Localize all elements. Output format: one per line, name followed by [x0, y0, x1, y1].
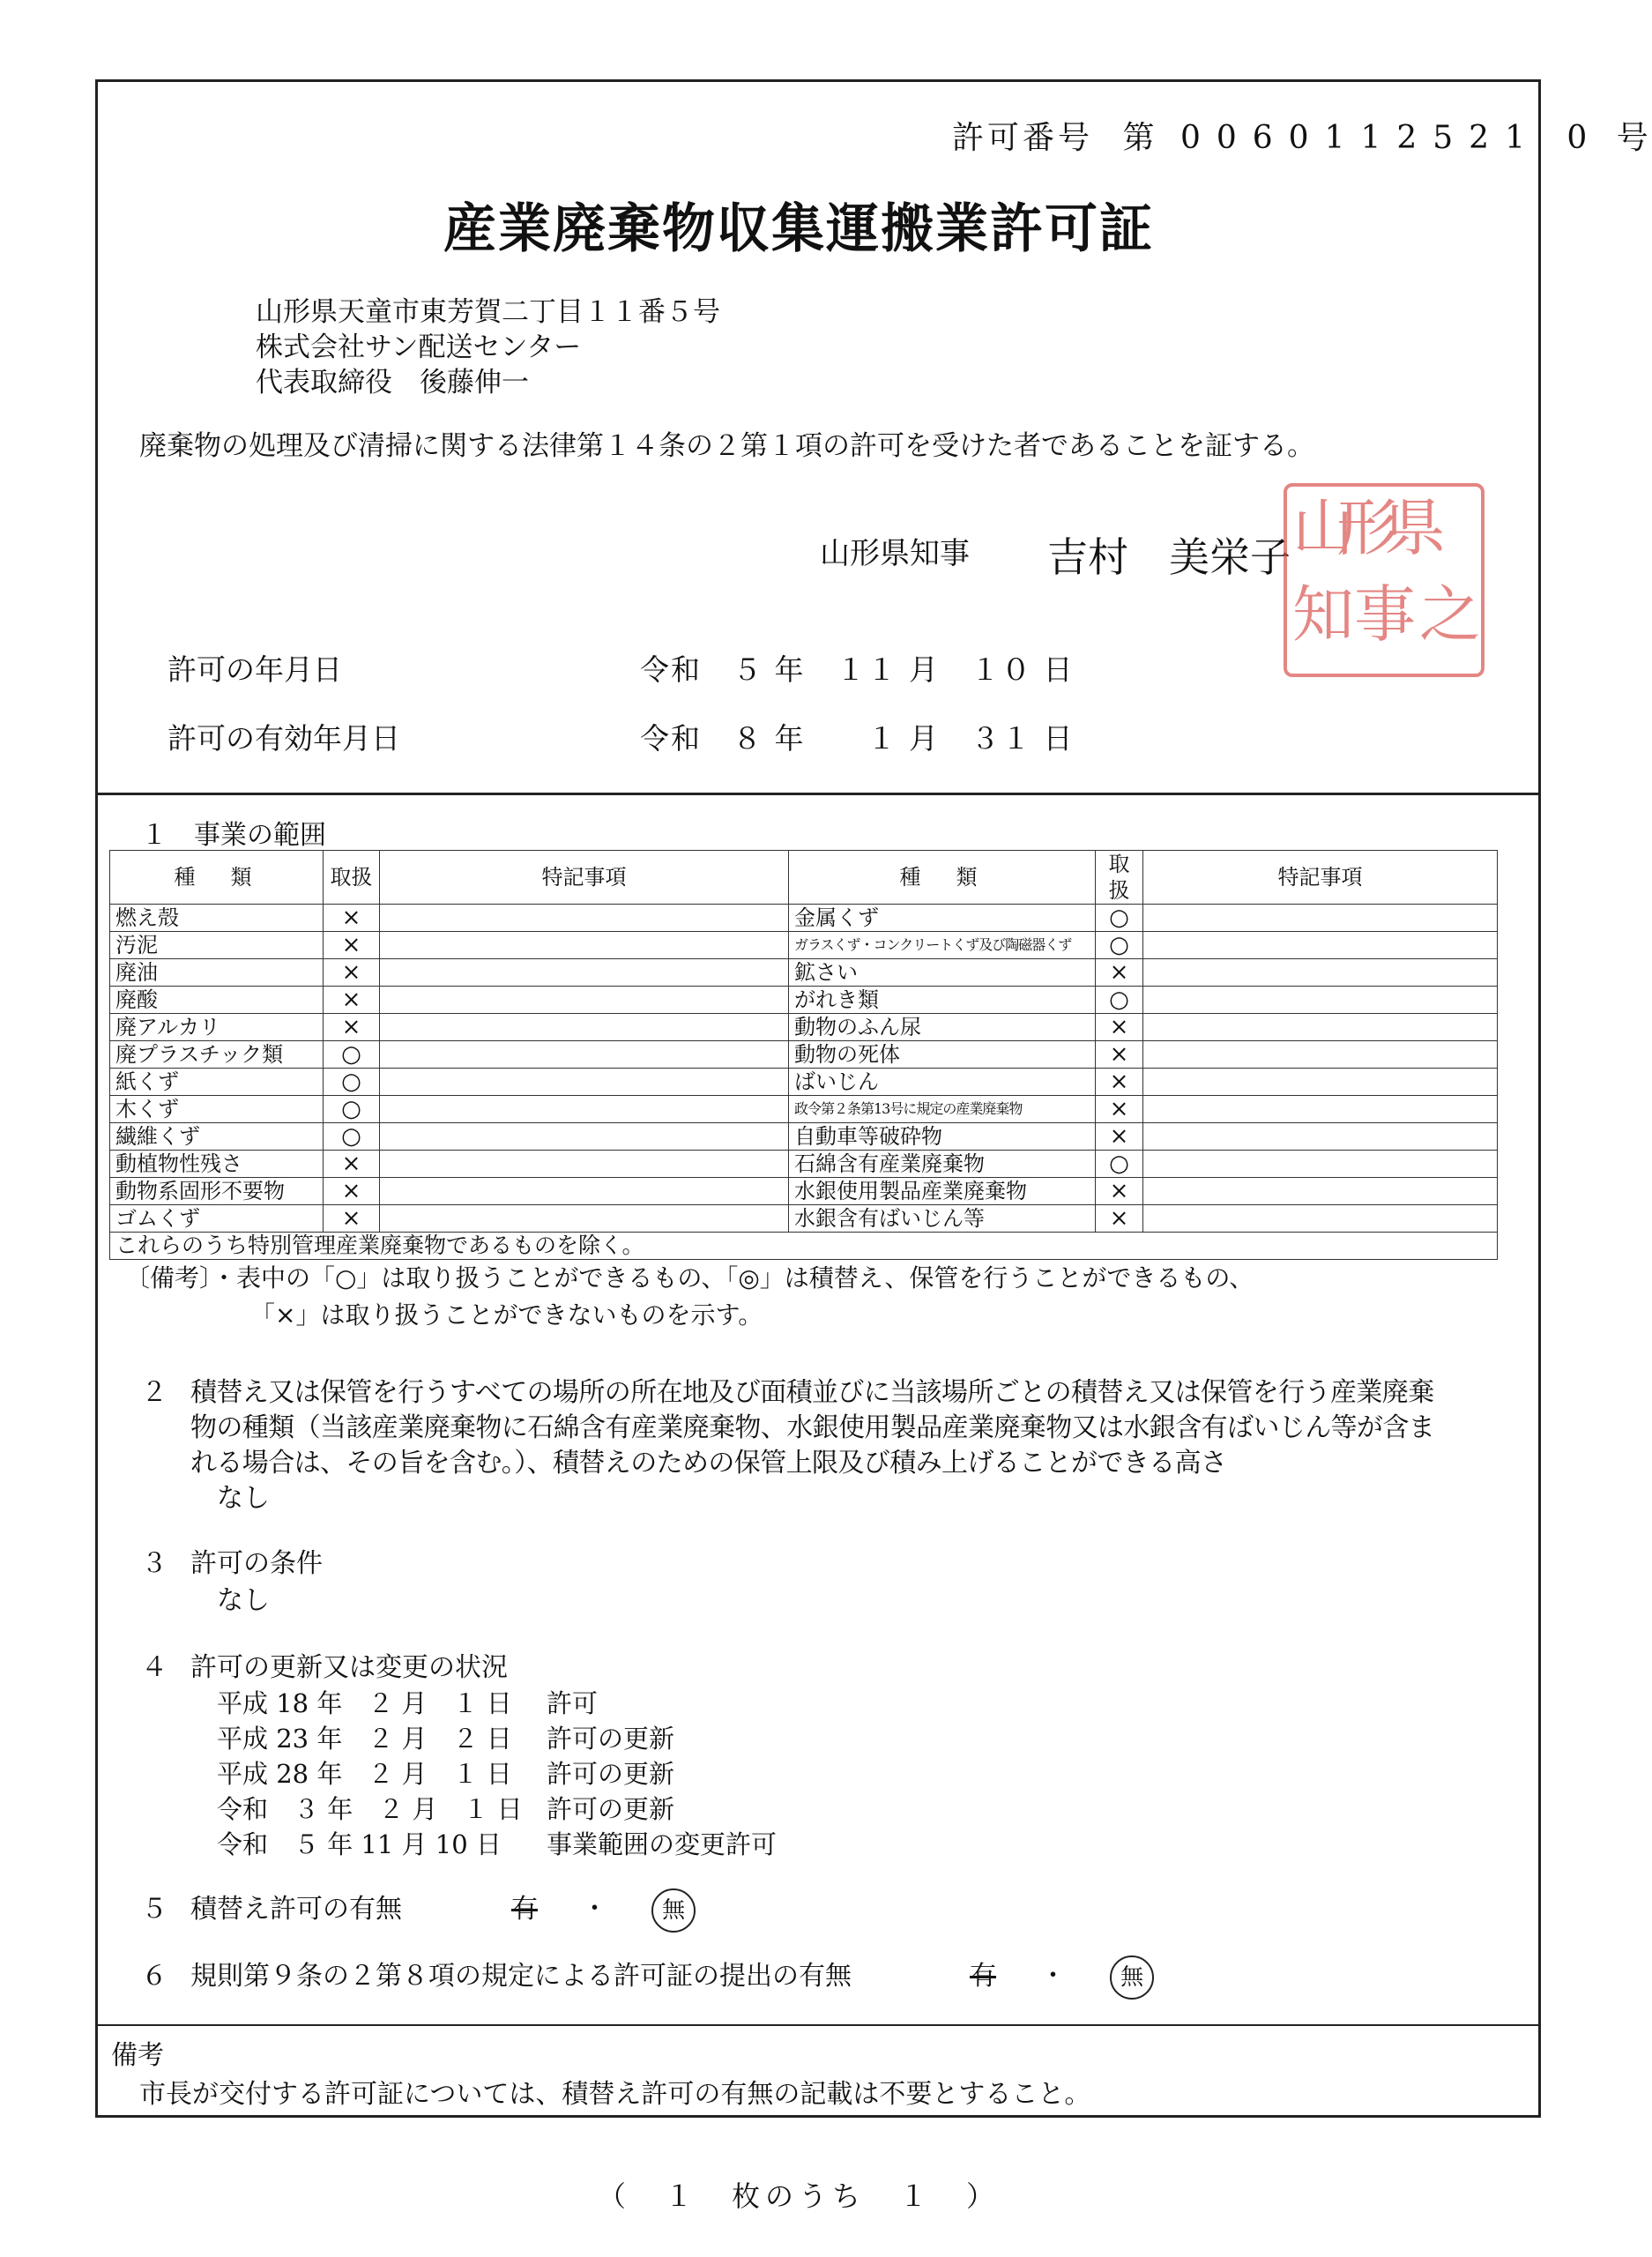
special-notes: [380, 1069, 789, 1096]
special-notes: [1143, 1151, 1498, 1178]
notes-text: 市長が交付する許可証については、積替え許可の有無の記載は不要とすること。: [139, 2079, 1091, 2110]
handling-mark: ○: [1096, 932, 1143, 959]
special-notes: [380, 1151, 789, 1178]
notes-heading: 備考: [111, 2040, 164, 2071]
handling-mark: ○: [1096, 905, 1143, 932]
waste-type: 燃え殻: [110, 905, 324, 932]
col-header-type: 種 類: [110, 851, 324, 905]
section6-dot: ・: [1039, 1961, 1067, 1992]
waste-type: ガラスくず・コンクリートくず及び陶磁器くず: [789, 932, 1096, 959]
seal-char: 之: [1419, 578, 1481, 651]
section5-no: 無: [651, 1888, 696, 1933]
waste-type: 木くず: [110, 1096, 324, 1123]
section5-number: ５: [141, 1894, 167, 1925]
special-notes: [1143, 1123, 1498, 1151]
permit-number: [952, 113, 1652, 158]
scope-row: [110, 1069, 1498, 1096]
issuer-title: 山形県知事: [820, 536, 970, 571]
official-seal: [1284, 483, 1485, 677]
waste-type: 金属くず: [789, 905, 1096, 932]
section6-number: ６: [141, 1961, 167, 1992]
section3-value: なし: [217, 1585, 270, 1616]
special-notes: [380, 959, 789, 987]
scope-row: [110, 1041, 1498, 1069]
special-notes: [1143, 1205, 1498, 1233]
valid-date-label: 許可の有効年月日: [167, 721, 400, 756]
history-date: 平成 23 年 ２ 月 ２ 日: [217, 1724, 512, 1754]
col-header-notes: 特記事項: [1143, 851, 1498, 905]
col-header-notes: 特記事項: [380, 851, 789, 905]
permit-number-suffix: 号: [1616, 120, 1652, 156]
scope-row: [110, 1205, 1498, 1233]
section1-heading: １ 事業の範囲: [141, 820, 326, 851]
waste-type: 汚泥: [110, 932, 324, 959]
special-notes: [380, 905, 789, 932]
section6-title: 規則第９条の２第８項の規定による許可証の提出の有無: [190, 1961, 852, 1992]
special-notes: [380, 932, 789, 959]
section5-title: 積替え許可の有無: [190, 1894, 402, 1925]
section6-no: 無: [1110, 1955, 1154, 2000]
permit-number-value: 0060112521 0: [1179, 120, 1604, 156]
special-notes: [1143, 959, 1498, 987]
special-notes: [1143, 905, 1498, 932]
history-date: 令和 ５ 年 11 月 10 日: [217, 1829, 502, 1859]
handling-mark: ×: [1096, 959, 1143, 987]
waste-type: 動物のふん尿: [789, 1014, 1096, 1041]
permit-date-value: 令和 ５ 年 １１ 月 １０ 日: [640, 652, 1075, 687]
special-notes: [380, 1123, 789, 1151]
scope-row: [110, 1123, 1498, 1151]
notes-divider: [95, 2024, 1541, 2026]
waste-type: 鉱さい: [789, 959, 1096, 987]
col-header-handling: 取扱: [324, 851, 380, 905]
special-notes: [380, 1205, 789, 1233]
handling-mark: ○: [324, 1096, 380, 1123]
scope-row: [110, 959, 1498, 987]
remarks-line-2: 「×」は取り扱うことができないものを示す。: [250, 1300, 763, 1330]
handling-mark: ×: [324, 1205, 380, 1233]
holder-representative: 代表取締役 後藤伸一: [256, 367, 529, 399]
history-event: 許可の更新: [547, 1724, 675, 1754]
waste-type: 紙くず: [110, 1069, 324, 1096]
waste-type: 水銀含有ばいじん等: [789, 1205, 1096, 1233]
special-notes: [1143, 1014, 1498, 1041]
waste-type: がれき類: [789, 987, 1096, 1014]
waste-type: 廃プラスチック類: [110, 1041, 324, 1069]
waste-type: 自動車等破砕物: [789, 1123, 1096, 1151]
section5-yes: 有: [511, 1894, 538, 1925]
section2-line-2: 物の種類（当該産業廃棄物に石綿含有産業廃棄物、水銀使用製品産業廃棄物又は水銀含有ばいじん等が含ま: [190, 1412, 1435, 1443]
handling-mark: ×: [324, 905, 380, 932]
exclusion-text: これらのうち特別管理産業廃棄物であるものを除く。: [110, 1233, 1498, 1260]
seal-char: 形: [1336, 492, 1398, 564]
special-notes: [1143, 987, 1498, 1014]
permit-date-label: 許可の年月日: [167, 652, 342, 687]
permit-number-label: 許可番号: [952, 120, 1094, 156]
issuer-name: 吉村 美栄子: [1047, 533, 1291, 581]
section6-yes: 有: [970, 1961, 996, 1992]
waste-type: 動植物性残さ: [110, 1151, 324, 1178]
handling-mark: ×: [1096, 1178, 1143, 1205]
scope-row: [110, 1096, 1498, 1123]
waste-type: 廃アルカリ: [110, 1014, 324, 1041]
seal-char: 県: [1384, 492, 1446, 564]
handling-mark: ○: [1096, 987, 1143, 1014]
section2-value: なし: [217, 1483, 270, 1514]
special-notes: [1143, 1178, 1498, 1205]
section5-options: [511, 1887, 696, 1933]
section4-number: ４: [141, 1652, 167, 1683]
special-notes: [1143, 1096, 1498, 1123]
handling-mark: ×: [1096, 1123, 1143, 1151]
holder-company: 株式会社サン配送センター: [256, 331, 582, 363]
exclusion-row: [110, 1233, 1498, 1260]
handling-mark: ×: [324, 959, 380, 987]
handling-mark: ×: [1096, 1041, 1143, 1069]
section3-title: 許可の条件: [190, 1548, 323, 1579]
waste-type: 水銀使用製品産業廃棄物: [789, 1178, 1096, 1205]
scope-row: [110, 905, 1498, 932]
scope-table: [109, 850, 1498, 1260]
special-notes: [380, 1178, 789, 1205]
holder-address: 山形県天童市東芳賀二丁目１１番５号: [256, 296, 720, 328]
handling-mark: ×: [324, 987, 380, 1014]
special-notes: [1143, 1069, 1498, 1096]
scope-row: [110, 1178, 1498, 1205]
handling-mark: ○: [1096, 1151, 1143, 1178]
handling-mark: ○: [324, 1041, 380, 1069]
document-title: 産業廃棄物収集運搬業許可証: [443, 198, 1154, 260]
waste-type: 廃酸: [110, 987, 324, 1014]
history-event: 許可: [547, 1688, 599, 1718]
waste-type: 動物の死体: [789, 1041, 1096, 1069]
special-notes: [380, 987, 789, 1014]
col-header-type: 種 類: [789, 851, 1096, 905]
handling-mark: ○: [324, 1123, 380, 1151]
waste-type: ばいじん: [789, 1069, 1096, 1096]
handling-mark: ×: [1096, 1096, 1143, 1123]
remarks-line-1: 〔備考〕・表中の「○」は取り扱うことができるもの、「◎」は積替え、保管を行うことができるもの、: [125, 1263, 1254, 1292]
section5-dot: ・: [581, 1894, 608, 1925]
page-count: （ １ 枚のうち １ ）: [597, 2179, 1000, 2213]
special-notes: [1143, 1041, 1498, 1069]
seal-char: 知: [1292, 578, 1354, 651]
handling-mark: ×: [324, 932, 380, 959]
history-event: 事業範囲の変更許可: [547, 1829, 778, 1859]
special-notes: [380, 1041, 789, 1069]
history-date: 令和 ３ 年 ２ 月 １ 日: [217, 1794, 523, 1824]
waste-type: 石綿含有産業廃棄物: [789, 1151, 1096, 1178]
seal-char: 事: [1354, 578, 1416, 651]
handling-mark: ×: [324, 1014, 380, 1041]
handling-mark: ×: [324, 1178, 380, 1205]
scope-row: [110, 1151, 1498, 1178]
handling-mark: ○: [324, 1069, 380, 1096]
history-date: 平成 18 年 ２ 月 １ 日: [217, 1688, 512, 1718]
scope-row: [110, 932, 1498, 959]
waste-type: 政令第２条第13号に規定の産業廃棄物: [789, 1096, 1096, 1123]
valid-date-value: 令和 ８ 年 １ 月 ３１ 日: [640, 721, 1075, 756]
section2-number: ２: [141, 1377, 167, 1408]
waste-type: 繊維くず: [110, 1123, 324, 1151]
section4-title: 許可の更新又は変更の状況: [190, 1652, 508, 1683]
history-event: 許可の更新: [547, 1759, 675, 1789]
scope-row: [110, 1014, 1498, 1041]
seal-char: 山: [1292, 492, 1354, 564]
history-event: 許可の更新: [547, 1794, 675, 1824]
section2-line-1: 積替え又は保管を行うすべての場所の所在地及び面積並びに当該場所ごとの積替え又は保管を行う産業廃棄: [190, 1377, 1434, 1408]
scope-row: [110, 987, 1498, 1014]
certification-text: 廃棄物の処理及び清掃に関する法律第１４条の２第１項の許可を受けた者であることを証する。: [139, 430, 1314, 462]
special-notes: [380, 1096, 789, 1123]
waste-type: 廃油: [110, 959, 324, 987]
history-date: 平成 28 年 ２ 月 １ 日: [217, 1759, 512, 1789]
handling-mark: ×: [324, 1151, 380, 1178]
col-header-handling: 取扱: [1096, 851, 1143, 905]
waste-type: ゴムくず: [110, 1205, 324, 1233]
special-notes: [380, 1014, 789, 1041]
waste-type: 動物系固形不要物: [110, 1178, 324, 1205]
scope-table-header: [110, 851, 1498, 905]
handling-mark: ×: [1096, 1205, 1143, 1233]
handling-mark: ×: [1096, 1014, 1143, 1041]
handling-mark: ×: [1096, 1069, 1143, 1096]
section3-number: ３: [141, 1548, 167, 1579]
permit-number-prefix: 第: [1122, 120, 1158, 156]
section6-options: [970, 1954, 1154, 2000]
section2-line-3: れる場合は、その旨を含む。）、積替えのための保管上限及び積み上げることができる高さ: [190, 1448, 1227, 1479]
special-notes: [1143, 932, 1498, 959]
